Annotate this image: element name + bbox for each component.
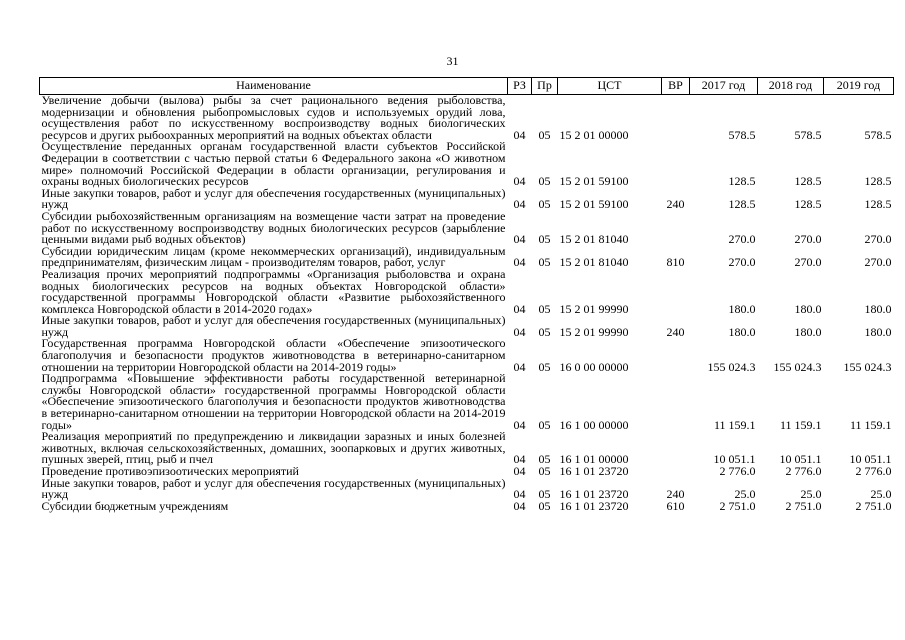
row-2017: 155 024.3 — [707, 359, 756, 374]
row-vr — [662, 466, 690, 478]
row-cst: 15 2 01 81040 — [559, 255, 629, 270]
table-row — [40, 501, 894, 513]
table-row — [40, 211, 894, 246]
row-2017: 578.5 — [728, 127, 756, 142]
row-2017: 270.0 — [728, 255, 756, 270]
row-rz: 04 — [513, 359, 526, 374]
table-row — [40, 95, 894, 142]
row-rz: 04 — [513, 417, 526, 432]
row-vr: 610 — [666, 498, 685, 513]
row-2018: 180.0 — [794, 324, 822, 339]
table-row — [40, 188, 894, 211]
row-name: Реализация прочих мероприятий подпрограммы «Организация рыболовства и охрана водных биологических ресурсов на водных объектах Новгородской области» государственной программы Новгородской области «Развитие рыбохозяйственного комплекса Новгородской области в 2014-2020 годах» — [41, 266, 506, 316]
column-header-pr: Пр — [532, 78, 558, 95]
row-name: Государственная программа Новгородской области «Обеспечение эпизоотического благополучия и безопасности продуктов животноводства в ветеринарно-санитарном отношении на территории Новгородской области на 2014-2019 годы» — [41, 336, 506, 374]
row-vr — [662, 431, 690, 466]
column-header-2018: 2018 год — [758, 78, 824, 95]
row-cst: 15 2 01 81040 — [559, 232, 629, 247]
row-pr: 05 — [538, 452, 551, 467]
row-2019: 10 051.1 — [849, 452, 892, 467]
row-vr — [662, 373, 690, 431]
row-name: Реализация мероприятий по предупреждению и ликвидации заразных и иных болезней животных, включая сельскохозяйственных, домашних, зоопарковых и других животных, пушных зверей, птиц, рыб и пчел — [41, 429, 506, 467]
row-vr — [662, 95, 690, 142]
row-rz: 04 — [513, 127, 526, 142]
row-rz: 04 — [513, 464, 526, 478]
row-vr — [662, 269, 690, 315]
row-2017: 2 776.0 — [719, 464, 756, 478]
column-header-cst: ЦСТ — [558, 78, 662, 95]
row-cst: 15 2 01 59100 — [559, 174, 629, 189]
row-vr — [662, 338, 690, 373]
column-header-rz: РЗ — [508, 78, 532, 95]
row-pr: 05 — [538, 127, 551, 142]
page-number: 31 — [446, 54, 459, 68]
row-pr: 05 — [538, 487, 551, 502]
row-2019: 11 159.1 — [849, 417, 892, 432]
row-cst: 15 2 01 59100 — [559, 197, 629, 212]
row-2019: 2 751.0 — [855, 498, 892, 513]
row-vr: 240 — [666, 197, 685, 212]
row-name: Увеличение добычи (вылова) рыбы за счет рационального ведения рыболовства, модернизации и обновления рыбопромысловых судов и используемых орудий лова, осуществления работ по искусственному воспроизводству водных биологических ресурсов и других рыбоохранных мероприятий на водных объектах области — [41, 93, 506, 142]
row-2019: 128.5 — [864, 174, 892, 189]
row-2018: 25.0 — [800, 487, 822, 502]
row-2017: 10 051.1 — [713, 452, 756, 467]
row-cst: 15 2 01 99990 — [559, 324, 629, 339]
row-2018: 128.5 — [794, 197, 822, 212]
row-pr: 05 — [538, 359, 551, 374]
row-cst: 16 1 01 23720 — [559, 487, 629, 502]
row-pr: 05 — [538, 255, 551, 270]
row-rz: 04 — [513, 232, 526, 247]
row-2018: 10 051.1 — [779, 452, 822, 467]
column-header-2017: 2017 год — [690, 78, 758, 95]
budget-table — [39, 77, 894, 512]
row-2017: 2 751.0 — [719, 498, 756, 513]
row-name: Иные закупки товаров, работ и услуг для обеспечения государственных (муниципальных) нужд — [41, 185, 506, 212]
column-header-vr: ВР — [662, 78, 690, 95]
row-rz: 04 — [513, 324, 526, 339]
row-name: Субсидии бюджетным учреждениям — [41, 498, 229, 513]
row-vr — [662, 141, 690, 187]
row-rz: 04 — [513, 255, 526, 270]
row-cst: 16 1 00 00000 — [559, 417, 629, 432]
row-name: Осуществление переданных органам государственной власти субъектов Российской Федерации в соответствии с частью первой статьи 6 Федерального закона «О животном мире» полномочий Российской Федерации в области организации, регулирования и охраны водных биологических ресурсов — [41, 139, 506, 189]
row-2018: 2 776.0 — [785, 464, 822, 478]
row-2017: 128.5 — [728, 174, 756, 189]
row-rz: 04 — [513, 301, 526, 316]
table-row — [40, 431, 894, 466]
row-2018: 2 751.0 — [785, 498, 822, 513]
row-2018: 128.5 — [794, 174, 822, 189]
row-name: Субсидии юридическим лицам (кроме некоммерческих организаций), индивидуальным предпринимателям, физическим лицам - производителям товаров, работ, услуг — [41, 243, 506, 270]
row-pr: 05 — [538, 301, 551, 316]
row-rz: 04 — [513, 452, 526, 467]
row-pr: 05 — [538, 324, 551, 339]
row-2018: 11 159.1 — [779, 417, 822, 432]
row-2018: 270.0 — [794, 232, 822, 247]
table-row — [40, 338, 894, 373]
row-vr: 240 — [666, 324, 685, 339]
column-header-name: Наименование — [40, 78, 508, 95]
row-2019: 270.0 — [864, 255, 892, 270]
row-2017: 25.0 — [734, 487, 756, 502]
row-2019: 270.0 — [864, 232, 892, 247]
row-cst: 15 2 01 00000 — [559, 127, 629, 142]
row-vr — [662, 211, 690, 246]
row-2019: 155 024.3 — [843, 359, 892, 374]
table-row — [40, 315, 894, 338]
table-row — [40, 269, 894, 315]
row-name: Иные закупки товаров, работ и услуг для обеспечения государственных (муниципальных) нужд — [41, 313, 506, 339]
row-2019: 180.0 — [864, 301, 892, 316]
row-name: Подпрограмма «Повышение эффективности работы государственной ветеринарной службы Новгородской области» государственной программы Новгородской области «Обеспечение эпизоотического благополучия и безопасности продуктов животноводства в ветеринарно-санитарном отношении на территории Новгородской области на 2014-2019 годы» — [41, 371, 506, 432]
row-2019: 128.5 — [864, 197, 892, 212]
row-pr: 05 — [538, 417, 551, 432]
row-name: Проведение противоэпизоотических мероприятий — [41, 464, 299, 478]
row-cst: 16 1 01 23720 — [559, 464, 629, 478]
row-vr: 810 — [666, 255, 685, 270]
row-rz: 04 — [513, 197, 526, 212]
row-cst: 15 2 01 99990 — [559, 301, 629, 316]
row-2018: 155 024.3 — [773, 359, 822, 374]
row-2018: 578.5 — [794, 127, 822, 142]
row-pr: 05 — [538, 232, 551, 247]
row-cst: 16 1 01 23720 — [559, 498, 629, 513]
row-2019: 2 776.0 — [855, 464, 892, 478]
row-pr: 05 — [538, 174, 551, 189]
table-row — [40, 478, 894, 501]
row-rz: 04 — [513, 487, 526, 502]
column-header-2019: 2019 год — [824, 78, 894, 95]
row-cst: 16 0 00 00000 — [559, 359, 629, 374]
row-name: Иные закупки товаров, работ и услуг для обеспечения государственных (муниципальных) нужд — [41, 475, 506, 502]
table-row — [40, 141, 894, 187]
row-pr: 05 — [538, 464, 551, 478]
row-2017: 180.0 — [728, 301, 756, 316]
row-2017: 128.5 — [728, 197, 756, 212]
row-2019: 180.0 — [864, 324, 892, 339]
row-cst: 16 1 01 00000 — [559, 452, 629, 467]
row-rz: 04 — [513, 498, 526, 513]
row-2018: 270.0 — [794, 255, 822, 270]
table-row — [40, 246, 894, 269]
row-2017: 180.0 — [728, 324, 756, 339]
table-header-row — [40, 78, 894, 95]
row-rz: 04 — [513, 174, 526, 189]
table-row — [40, 373, 894, 431]
row-vr: 240 — [666, 487, 685, 502]
row-2017: 270.0 — [728, 232, 756, 247]
row-2019: 25.0 — [870, 487, 892, 502]
row-2019: 578.5 — [864, 127, 892, 142]
row-2017: 11 159.1 — [713, 417, 756, 432]
row-name: Субсидии рыбохозяйственным организациям на возмещение части затрат на проведение работ по искусственному воспроизводству водных биологических ресурсов (зарыбление ценными видами рыб водных объектов) — [41, 208, 506, 247]
row-2018: 180.0 — [794, 301, 822, 316]
row-pr: 05 — [538, 197, 551, 212]
row-pr: 05 — [538, 498, 551, 513]
